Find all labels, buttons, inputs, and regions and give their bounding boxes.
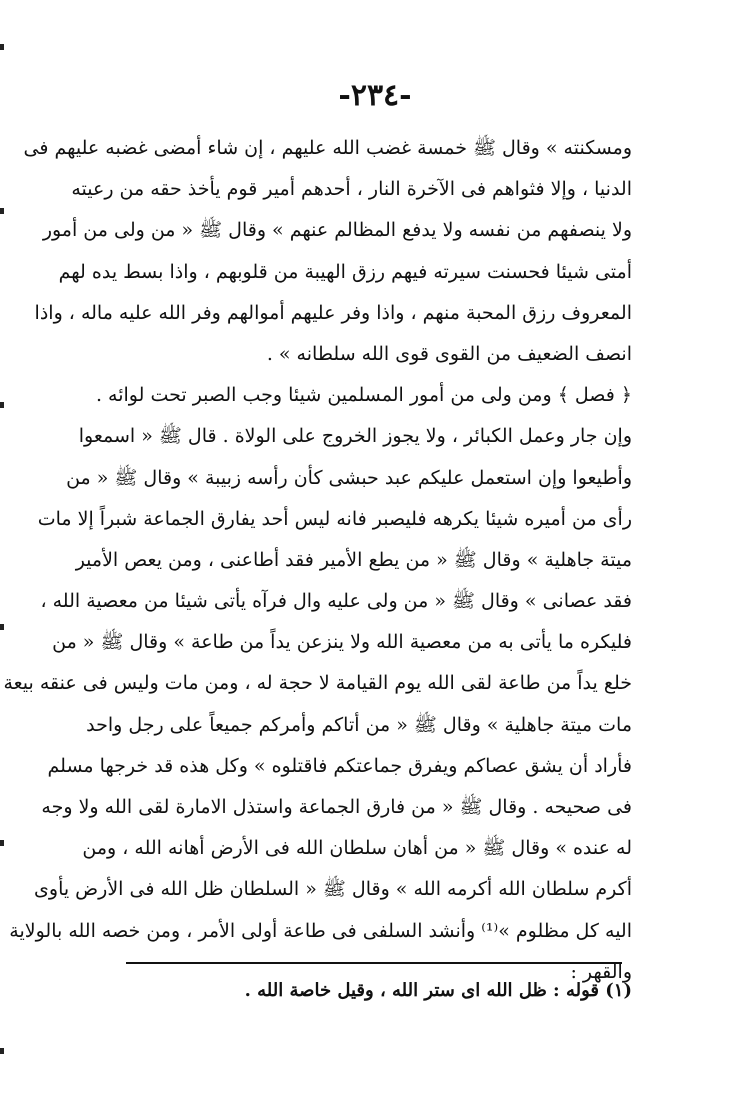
text-line: وأطيعوا وإن استعمل عليكم عبد حبشى كأن رأسه زبيبة » وقال ﷺ « من	[66, 466, 632, 489]
text-line: فأراد أن يشق عصاكم ويفرق جماعتكم فاقتلوه » وكل هذه قد خرجها مسلم	[47, 754, 632, 777]
text-line: رأى من أميره شيئا يكرهه فليصبر فانه ليس أحد يفارق الجماعة شبراً إلا مات	[37, 507, 632, 530]
scan-edge-mark	[0, 208, 4, 214]
text-line: خلع يداً من طاعة لقى الله يوم القيامة لا حجة له ، ومن مات وليس فى عنقه بيعة	[3, 672, 632, 695]
page-number: -٢٣٤-	[338, 78, 412, 113]
scan-edge-mark	[0, 624, 4, 630]
text-line: ومسكنته » وقال ﷺ خمسة غضب الله عليهم ، إن شاء أمضى غضبه عليهم فى	[23, 137, 632, 159]
text-line: ولا ينصفهم من نفسه ولا يدفع المظالم عنهم » وقال ﷺ « من ولى من أمور	[42, 219, 632, 242]
text-line: اليه كل مظلوم »⁽¹⁾ وأنشد السلفى فى طاعة أولى الأمر ، ومن خصه الله بالولاية	[9, 919, 632, 942]
text-line: فقد عصانى » وقال ﷺ « من ولى عليه وال فرآه يأتى شيئا من معصية الله ،	[40, 590, 632, 613]
scan-edge-mark	[0, 1048, 4, 1054]
text-line: انصف الضعيف من القوى قوى الله سلطانه » .	[266, 342, 632, 365]
main-text-block	[3, 128, 632, 993]
text-line: المعروف رزق المحبة منهم ، واذا وفر عليهم أموالهم وفر الله عليه ماله ، واذا	[34, 301, 632, 324]
scan-edge-mark	[0, 44, 4, 50]
section-heading-line: ﴿ فصل ﴾ ومن ولى من أمور المسلمين شيئا وجب الصبر تحت لوائه .	[95, 384, 632, 407]
text-line: ميتة جاهلية » وقال ﷺ « من يطع الأمير فقد أطاعنى ، ومن يعص الأمير	[75, 548, 632, 571]
text-line: وإن جار وعمل الكبائر ، ولا يجوز الخروج على الولاة . قال ﷺ « اسمعوا	[78, 425, 632, 448]
footnote: (١) قوله : ظل الله اى ستر الله ، وقيل خاصة الله .	[244, 980, 632, 1001]
text-line: أمتى شيئا فحسنت سيرته فيهم رزق الهيبة من قلوبهم ، واذا بسط يده لهم	[58, 260, 632, 283]
text-line: فى صحيحه . وقال ﷺ « من فارق الجماعة واستذل الامارة لقى الله ولا وجه	[41, 796, 632, 818]
scan-edge-mark	[0, 840, 4, 846]
text-line: الدنيا ، وإلا فثواهم فى الآخرة النار ، أحدهم أمير قوم يأخذ حقه من رعيته	[71, 178, 632, 201]
text-line: فليكره ما يأتى به من معصية الله ولا ينزعن يداً من طاعة » وقال ﷺ « من	[52, 631, 632, 654]
text-line: والقهر :	[570, 960, 632, 983]
footnote-divider	[126, 962, 622, 964]
text-line: أكرم سلطان الله أكرمه الله » وقال ﷺ « السلطان ظل الله فى الأرض يأوى	[34, 878, 632, 901]
text-line: مات ميتة جاهلية » وقال ﷺ « من أتاكم وأمركم جميعاً على رجل واحد	[86, 713, 632, 736]
scan-edge-mark	[0, 402, 4, 408]
text-line: له عنده » وقال ﷺ « من أهان سلطان الله فى الأرض أهانه الله ، ومن	[82, 837, 632, 860]
